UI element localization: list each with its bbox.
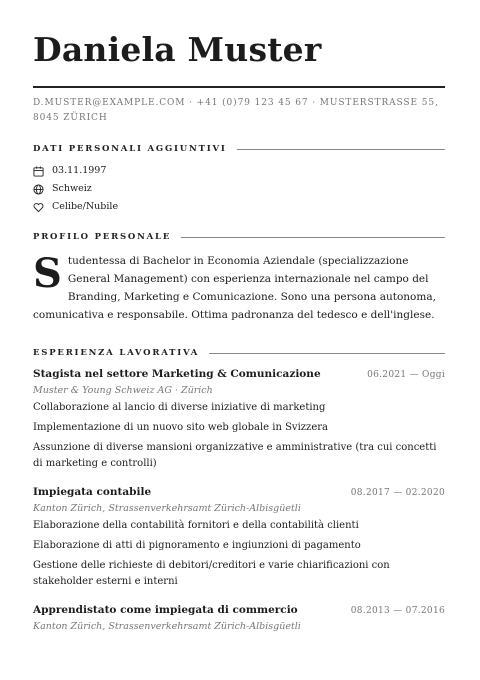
section-experience-title: ESPERIENZA LAVORATIVA (33, 348, 200, 358)
marital-status-row (33, 198, 445, 216)
job-item: Elaborazione di atti di pignoramento e ingiunzioni di pagamento (33, 540, 361, 551)
job-entry (33, 486, 445, 590)
job-entry (33, 604, 445, 632)
job-item: Collaborazione al lancio di diverse iniziative di marketing (33, 402, 326, 413)
contact-line-2: 8045 ZÜRICH (33, 113, 108, 123)
person-name: Daniela Muster (33, 30, 322, 69)
section-experience-header (33, 348, 445, 358)
profile-body: tudentessa di Bachelor in Economia Aziendale (specializzazione General Management) con esperienza internazionale nel campo del Branding, Marketing e Comunicazione. Sono una persona autonoma, comunicativa e responsabile. Ottima padronanza del tedesco e dell'inglese. (33, 255, 436, 321)
job-company: Kanton Zürich, Strassenverkehrsamt Zürich-Albisgüetli (33, 621, 301, 632)
nationality-text: Schweiz (52, 183, 92, 194)
profile-dropcap: S (33, 250, 62, 297)
section-personal-title: DATI PERSONALI AGGIUNTIVI (33, 144, 227, 154)
birthdate-row (33, 162, 445, 180)
section-profile-header (33, 232, 445, 242)
job-title: Impiegata contabile (33, 486, 152, 498)
job-item: Implementazione di un nuovo sito web globale in Svizzera (33, 422, 328, 433)
section-personal-header (33, 144, 445, 154)
job-title: Apprendistato come impiegata di commercio (33, 604, 298, 616)
marital-status-text: Celibe/Nubile (52, 201, 119, 212)
job-item: Gestione delle richieste di debitori/creditori e varie chiarificazioni con stakeholder esterni e interni (33, 560, 390, 587)
job-items (33, 400, 445, 472)
job-date: 08.2013 — 07.2016 (350, 606, 445, 616)
calendar-icon (33, 166, 44, 177)
job-item: Assunzione di diverse mansioni organizzative e amministrative (tra cui concetti di marketing e controlli) (33, 442, 437, 469)
job-header (33, 604, 445, 616)
section-divider (209, 353, 445, 354)
section-divider (237, 149, 445, 150)
job-date: 08.2017 — 02.2020 (350, 488, 445, 498)
section-profile-title: PROFILO PERSONALE (33, 232, 172, 242)
job-company: Muster & Young Schweiz AG · Zürich (33, 385, 213, 396)
job-header (33, 486, 445, 498)
job-header (33, 368, 445, 380)
header-divider (33, 86, 445, 88)
personal-info-list (33, 162, 445, 216)
job-items (33, 518, 445, 590)
heart-icon (33, 202, 44, 213)
nationality-row (33, 180, 445, 198)
section-divider (181, 237, 445, 238)
job-date: 06.2021 — Oggi (367, 370, 445, 380)
birthdate-text: 03.11.1997 (52, 165, 107, 176)
profile-text (33, 252, 445, 324)
job-entry (33, 368, 445, 472)
contact-info (33, 96, 445, 126)
job-title: Stagista nel settore Marketing & Comunicazione (33, 368, 321, 380)
job-company: Kanton Zürich, Strassenverkehrsamt Zürich-Albisgüetli (33, 503, 301, 514)
job-item: Elaborazione della contabilità fornitori e della contabilità clienti (33, 520, 359, 531)
globe-icon (33, 184, 44, 195)
contact-line-1: D.MUSTER@EXAMPLE.COM · +41 (0)79 123 45 67 · MUSTERSTRASSE 55, (33, 98, 439, 108)
